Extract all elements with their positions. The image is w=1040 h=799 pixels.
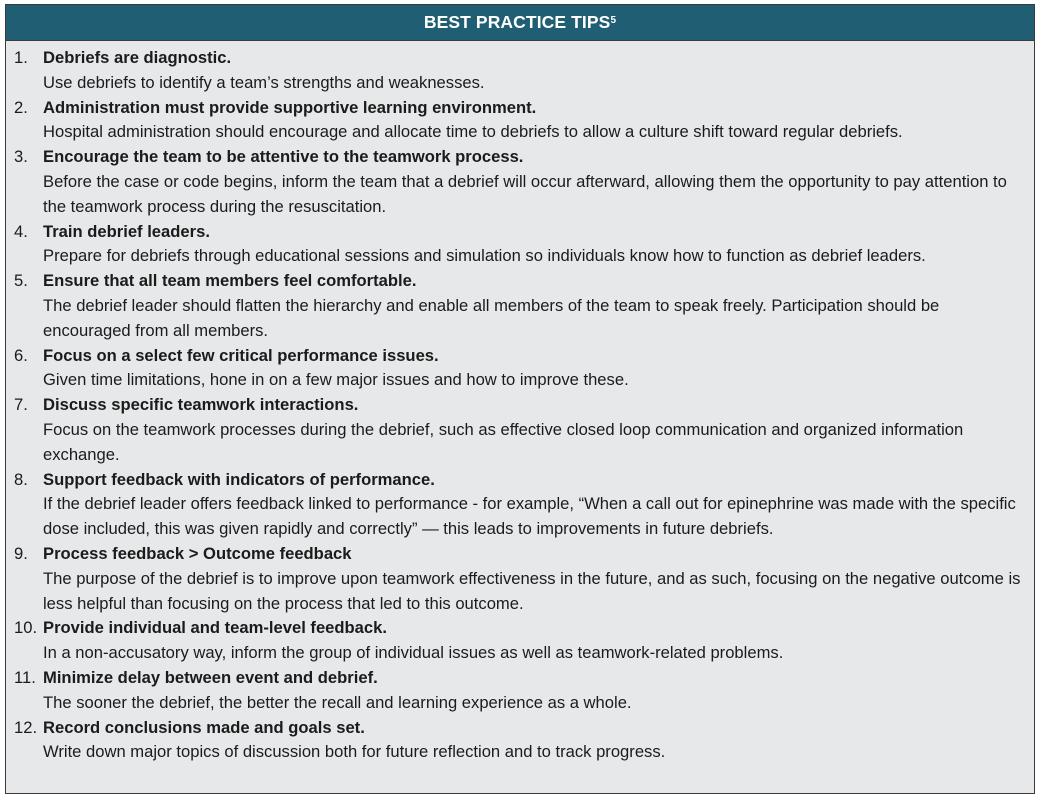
item-description: Hospital administration should encourage and allocate time to debriefs to allow a culture shift toward regular debriefs. — [43, 122, 903, 142]
table-header — [6, 5, 1034, 41]
item-description: Prepare for debriefs through educational sessions and simulation so individuals know how to function as debrief leaders. — [43, 246, 926, 266]
item-description: The sooner the debrief, the better the recall and learning experience as a whole. — [43, 692, 632, 712]
item-title: Ensure that all team members feel comfortable. — [43, 271, 417, 291]
item-title: Administration must provide supportive learning environment. — [43, 97, 537, 117]
list-item — [6, 344, 1034, 394]
item-body — [43, 468, 1034, 542]
list-item — [6, 542, 1034, 616]
tips-list — [6, 41, 1034, 765]
list-item — [6, 145, 1034, 219]
item-body — [43, 393, 1034, 467]
item-title: Provide individual and team-level feedback. — [43, 618, 387, 638]
item-body — [43, 269, 1034, 343]
item-description: In a non-accusatory way, inform the group of individual issues as well as teamwork-related problems. — [43, 643, 784, 663]
item-number: 12. — [14, 717, 38, 737]
item-title: Train debrief leaders. — [43, 221, 210, 241]
header-superscript: 5 — [610, 15, 617, 26]
item-title: Support feedback with indicators of performance. — [43, 469, 435, 489]
item-number: 9. — [14, 543, 28, 563]
item-title: Encourage the team to be attentive to the teamwork process. — [43, 147, 524, 167]
list-item — [6, 616, 1034, 666]
item-number: 8. — [14, 469, 28, 489]
item-number: 4. — [14, 221, 28, 241]
item-title: Discuss specific teamwork interactions. — [43, 395, 359, 415]
item-body — [43, 616, 1034, 666]
item-number: 3. — [14, 147, 28, 167]
list-item — [6, 393, 1034, 467]
item-title: Focus on a select few critical performance issues. — [43, 345, 439, 365]
item-description: Focus on the teamwork processes during the debrief, such as effective closed loop communication and organized information exchange. — [43, 419, 964, 464]
item-number: 5. — [14, 271, 28, 291]
item-description: Use debriefs to identify a team’s strengths and weaknesses. — [43, 72, 485, 92]
item-body — [43, 145, 1034, 219]
list-item — [6, 220, 1034, 270]
item-description: The purpose of the debrief is to improve upon teamwork effectiveness in the future, and as such, focusing on the negative outcome is less helpful than focusing on the process that led to this outcome. — [43, 568, 1021, 613]
item-title: Process feedback > Outcome feedback — [43, 543, 352, 563]
best-practice-tips-table — [5, 4, 1035, 794]
list-item — [6, 96, 1034, 146]
item-description: Before the case or code begins, inform the team that a debrief will occur afterward, allowing them the opportunity to pay attention to the teamwork process during the resuscitation. — [43, 171, 1007, 216]
item-description: If the debrief leader offers feedback linked to performance - for example, “When a call out for epinephrine was made with the specific dose included, this was given rapidly and correctly” — this leads to improvements in future debriefs. — [43, 494, 1016, 539]
item-number: 1. — [14, 48, 28, 67]
item-title: Minimize delay between event and debrief. — [43, 667, 378, 687]
item-body — [43, 542, 1034, 616]
list-item — [6, 468, 1034, 542]
item-body — [43, 716, 1034, 766]
item-description: Given time limitations, hone in on a few major issues and how to improve these. — [43, 370, 629, 390]
list-item — [6, 666, 1034, 716]
item-body — [43, 344, 1034, 394]
item-body — [43, 96, 1034, 146]
header-title: BEST PRACTICE TIPS — [423, 12, 611, 32]
item-body — [43, 220, 1034, 270]
item-title: Debriefs are diagnostic. — [43, 48, 232, 67]
item-body — [43, 666, 1034, 716]
item-number: 6. — [14, 345, 28, 365]
item-number: 7. — [14, 395, 28, 415]
list-item — [6, 269, 1034, 343]
item-description: The debrief leader should flatten the hierarchy and enable all members of the team to speak freely. Participation should be encouraged from all members. — [43, 295, 940, 340]
item-number: 2. — [14, 97, 28, 117]
item-body — [43, 46, 1034, 96]
item-title: Record conclusions made and goals set. — [43, 717, 365, 737]
item-number: 11. — [14, 667, 36, 687]
item-number: 10. — [14, 618, 38, 638]
list-item — [6, 716, 1034, 766]
list-item — [6, 46, 1034, 96]
item-description: Write down major topics of discussion both for future reflection and to track progress. — [43, 742, 666, 762]
